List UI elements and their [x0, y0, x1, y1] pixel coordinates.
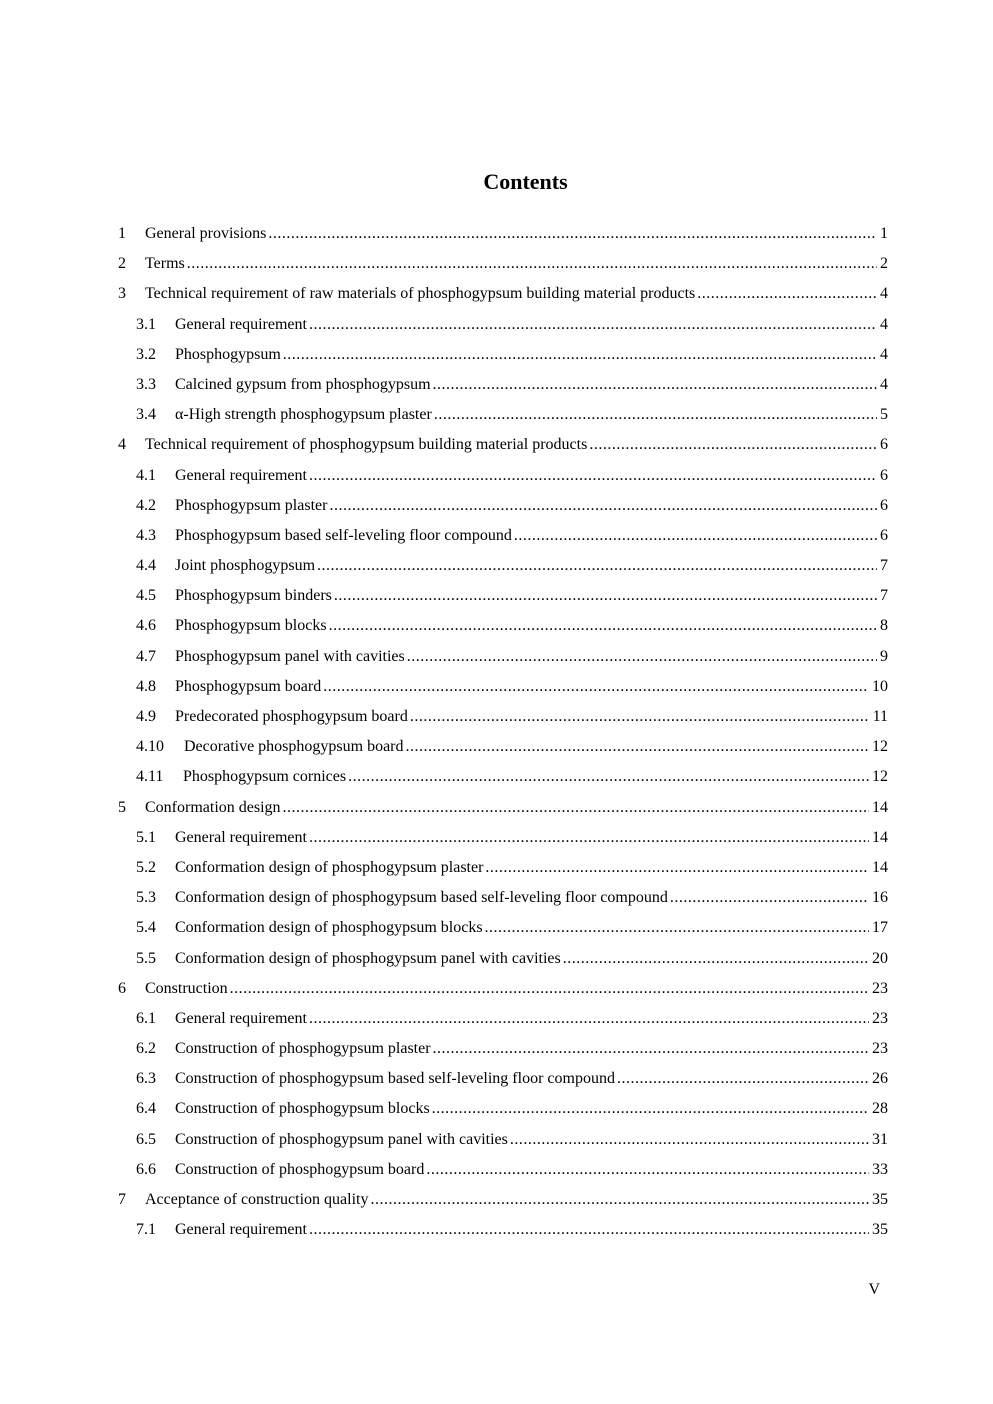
toc-dot-leader	[329, 611, 877, 641]
toc-dot-leader	[433, 1034, 869, 1064]
toc-entry-page: 23	[872, 1040, 888, 1058]
toc-entry-number: 7.1	[136, 1221, 156, 1239]
toc-entry-line	[145, 793, 888, 823]
toc-entry-line	[175, 551, 888, 581]
page-number: V	[868, 1281, 880, 1298]
toc-dot-leader	[309, 461, 877, 491]
toc-entry-line	[175, 1004, 888, 1034]
toc-entry-page: 26	[872, 1070, 888, 1088]
toc-dot-leader	[309, 1004, 869, 1034]
toc-entry[interactable]	[0, 823, 993, 853]
toc-entry-page: 6	[880, 496, 888, 514]
toc-entry[interactable]	[0, 279, 993, 309]
toc-entry-line	[175, 340, 888, 370]
toc-entry-number: 5.4	[136, 919, 156, 937]
toc-entry[interactable]	[0, 310, 993, 340]
toc-entry-title: Phosphogypsum board	[175, 677, 322, 695]
toc-entry-line	[175, 1034, 888, 1064]
toc-entry-title: Construction of phosphogypsum plaster	[175, 1040, 431, 1058]
toc-entry-page: 31	[872, 1130, 888, 1148]
toc-entry[interactable]	[0, 853, 993, 883]
toc-entry-page: 1	[880, 225, 888, 242]
toc-entry-number: 4.9	[136, 708, 156, 725]
toc-dot-leader	[485, 853, 869, 883]
toc-entry-title: Construction of phosphogypsum blocks	[175, 1100, 430, 1118]
toc-entry-title: Phosphogypsum	[175, 345, 281, 363]
toc-entry[interactable]	[0, 249, 993, 279]
toc-entry-page: 28	[872, 1100, 888, 1118]
toc-entry-page: 6	[880, 436, 888, 454]
toc-entry-line	[175, 461, 888, 491]
toc-entry-page: 11	[872, 708, 888, 725]
toc-dot-leader	[329, 491, 877, 521]
toc-dot-leader	[432, 1094, 869, 1124]
toc-entry-page: 17	[872, 919, 888, 937]
toc-entry-page: 7	[880, 587, 888, 605]
toc-entry[interactable]	[0, 340, 993, 370]
toc-dot-leader	[670, 883, 869, 913]
toc-entry-line	[145, 249, 888, 279]
toc-dot-leader	[323, 672, 869, 702]
toc-entry-page: 8	[880, 617, 888, 635]
toc-entry[interactable]	[0, 370, 993, 400]
toc-entry-page: 14	[872, 798, 888, 816]
toc-entry-number: 6.3	[136, 1070, 156, 1088]
toc-dot-leader	[187, 249, 877, 279]
toc-entry-line	[145, 430, 888, 460]
toc-entry[interactable]	[0, 1064, 993, 1094]
toc-entry-number: 6	[118, 979, 126, 997]
toc-dot-leader	[563, 944, 869, 974]
toc-entry-number: 4.5	[136, 587, 156, 605]
toc-entry-page: 23	[872, 1009, 888, 1027]
toc-entry-title: Conformation design of phosphogypsum panel with cavities	[175, 949, 561, 967]
toc-dot-leader	[317, 551, 877, 581]
toc-dot-leader	[309, 1215, 869, 1245]
toc-entry-number: 3.4	[136, 406, 156, 424]
toc-entry-line	[175, 491, 888, 521]
toc-entry-title: Predecorated phosphogypsum board	[175, 708, 408, 725]
toc-entry-title: Phosphogypsum blocks	[175, 617, 327, 635]
toc-entry-line	[175, 370, 888, 400]
toc-dot-leader	[433, 370, 877, 400]
toc-entry-title: Phosphogypsum panel with cavities	[175, 647, 405, 665]
toc-entry[interactable]	[0, 702, 993, 732]
toc-entry-line	[184, 732, 888, 762]
toc-dot-leader	[617, 1064, 869, 1094]
toc-entry-page: 4	[880, 345, 888, 363]
toc-entry-title: Technical requirement of phosphogypsum building material products	[145, 436, 588, 454]
toc-entry-number: 4.10	[136, 738, 164, 756]
contents-title: Contents	[483, 169, 568, 194]
toc-entry-number: 4.6	[136, 617, 156, 635]
toc-entry-page: 35	[872, 1191, 888, 1208]
toc-entry-number: 4.8	[136, 677, 156, 695]
toc-dot-leader	[514, 521, 877, 551]
toc-entry-title: Phosphogypsum plaster	[175, 496, 328, 514]
toc-dot-leader	[370, 1185, 869, 1215]
toc-entry[interactable]	[0, 974, 993, 1004]
toc-entry-number: 4.7	[136, 647, 156, 665]
toc-entry-number: 3.2	[136, 345, 156, 363]
toc-entry-title: Conformation design	[145, 798, 281, 816]
toc-entry-number: 4.1	[136, 466, 156, 484]
toc-entry-page: 23	[872, 979, 888, 997]
toc-entry-title: Construction of phosphogypsum panel with cavities	[175, 1130, 508, 1148]
toc-entry-number: 7	[118, 1191, 126, 1208]
toc-entry[interactable]	[0, 944, 993, 974]
toc-entry-title: General requirement	[175, 466, 307, 484]
toc-entry-line	[175, 581, 888, 611]
toc-entry-title: Conformation design of phosphogypsum blocks	[175, 919, 483, 937]
toc-entry-title: Construction of phosphogypsum board	[175, 1160, 425, 1178]
toc-entry-number: 5.1	[136, 828, 156, 846]
toc-entry-line	[175, 1064, 888, 1094]
toc-entry[interactable]	[0, 1215, 993, 1245]
toc-entry-title: α-High strength phosphogypsum plaster	[175, 406, 432, 424]
toc-entry-page: 6	[880, 466, 888, 484]
toc-entry-number: 3	[118, 285, 126, 303]
toc-dot-leader	[348, 762, 869, 792]
toc-entry[interactable]	[0, 642, 993, 672]
toc-entry-line	[175, 1094, 888, 1124]
toc-entry[interactable]	[0, 400, 993, 430]
toc-entry-page: 4	[880, 315, 888, 333]
toc-entry-page: 2	[880, 255, 888, 273]
toc-dot-leader	[334, 581, 877, 611]
toc-entry-title: Phosphogypsum based self-leveling floor compound	[175, 526, 512, 544]
toc-entry-page: 10	[872, 677, 888, 695]
toc-entry-line	[175, 853, 888, 883]
toc-entry-page: 6	[880, 526, 888, 544]
toc-entry[interactable]	[0, 762, 993, 792]
toc-dot-leader	[309, 823, 869, 853]
toc-entry[interactable]	[0, 461, 993, 491]
toc-entry-page: 33	[872, 1160, 888, 1178]
toc-entry-line	[175, 611, 888, 641]
toc-entry-title: Construction of phosphogypsum based self-leveling floor compound	[175, 1070, 615, 1088]
toc-entry[interactable]	[0, 219, 993, 249]
toc-dot-leader	[697, 279, 877, 309]
toc-entry[interactable]	[0, 491, 993, 521]
toc-entry-title: Calcined gypsum from phosphogypsum	[175, 375, 431, 393]
toc-dot-leader	[434, 400, 877, 430]
toc-entry[interactable]	[0, 913, 993, 943]
toc-entry[interactable]	[0, 1185, 993, 1215]
toc-entry-title: Technical requirement of raw materials of phosphogypsum building material products	[145, 285, 696, 303]
toc-entry-title: Acceptance of construction quality	[145, 1191, 369, 1208]
toc-entry-title: Phosphogypsum cornices	[183, 768, 347, 786]
toc-entry-number: 4.2	[136, 496, 156, 514]
toc-entry-line	[175, 1125, 888, 1155]
toc-entry-line	[175, 521, 888, 551]
toc-entry-title: Phosphogypsum binders	[175, 587, 332, 605]
toc-entry-title: General requirement	[175, 828, 307, 846]
toc-entry-number: 5.2	[136, 858, 156, 876]
toc-entry-number: 3.3	[136, 375, 156, 393]
toc-entry-number: 6.6	[136, 1160, 156, 1178]
toc-entry-number: 5.5	[136, 949, 156, 967]
toc-entry-number: 1	[118, 225, 126, 242]
toc-entry-title: Terms	[145, 255, 185, 273]
toc-entry-page: 4	[880, 285, 888, 303]
toc-entry-line	[145, 279, 888, 309]
toc-entry-title: General provisions	[145, 225, 267, 242]
toc-entry-number: 5	[118, 798, 126, 816]
toc-entry-title: General requirement	[175, 315, 307, 333]
toc-dot-leader	[283, 793, 869, 823]
toc-entry-line	[175, 883, 888, 913]
toc-entry-page: 14	[872, 828, 888, 846]
toc-entry-line	[183, 762, 888, 792]
toc-dot-leader	[485, 913, 869, 943]
toc-entry-page: 4	[880, 375, 888, 393]
toc-dot-leader	[230, 974, 869, 1004]
toc-dot-leader	[406, 732, 869, 762]
toc-entry[interactable]	[0, 581, 993, 611]
toc-entry-line	[175, 1215, 888, 1245]
toc-entry-line	[175, 702, 888, 732]
toc-entry-page: 7	[880, 557, 888, 575]
toc-entry-page: 35	[872, 1221, 888, 1239]
toc-entry[interactable]	[0, 793, 993, 823]
toc-entry-number: 4.11	[136, 768, 164, 786]
toc-entry[interactable]	[0, 551, 993, 581]
toc-entry-number: 6.2	[136, 1040, 156, 1058]
toc-entry[interactable]	[0, 732, 993, 762]
toc-entry-page: 14	[872, 858, 888, 876]
toc-entry-line	[145, 1185, 888, 1215]
toc-entry-number: 2	[118, 255, 126, 273]
toc-entry[interactable]	[0, 1094, 993, 1124]
toc-entry-line	[175, 672, 888, 702]
toc-entry-title: Conformation design of phosphogypsum plaster	[175, 858, 484, 876]
toc-entry-number: 4.3	[136, 526, 156, 544]
toc-entry-number: 6.1	[136, 1009, 156, 1027]
toc-entry-number: 4.4	[136, 557, 156, 575]
toc-entry-line	[175, 400, 888, 430]
toc-entry-title: Conformation design of phosphogypsum based self-leveling floor compound	[175, 889, 668, 907]
toc-dot-leader	[268, 219, 877, 249]
toc-entry-number: 6.4	[136, 1100, 156, 1118]
toc-entry-page: 20	[872, 949, 888, 967]
toc-entry-title: General requirement	[175, 1221, 307, 1239]
toc-entry[interactable]	[0, 521, 993, 551]
toc-entry[interactable]	[0, 1125, 993, 1155]
toc-entry-line	[145, 219, 888, 249]
toc-dot-leader	[589, 430, 877, 460]
toc-entry-line	[145, 974, 888, 1004]
toc-entry-page: 12	[872, 768, 888, 786]
toc-dot-leader	[283, 340, 877, 370]
toc-entry-line	[175, 642, 888, 672]
toc-entry[interactable]	[0, 1004, 993, 1034]
toc-entry-line	[175, 944, 888, 974]
toc-entry-line	[175, 310, 888, 340]
toc-entry[interactable]	[0, 611, 993, 641]
toc-entry-page: 12	[872, 738, 888, 756]
toc-entry[interactable]	[0, 1155, 993, 1185]
toc-entry-line	[175, 913, 888, 943]
toc-entry[interactable]	[0, 672, 993, 702]
toc-dot-leader	[510, 1125, 869, 1155]
toc-entry-page: 9	[880, 647, 888, 665]
toc-entry[interactable]	[0, 883, 993, 913]
toc-entry-line	[175, 823, 888, 853]
toc-entry[interactable]	[0, 430, 993, 460]
toc-entry-title: Joint phosphogypsum	[175, 557, 316, 575]
toc-dot-leader	[309, 310, 877, 340]
toc-entry-page: 16	[872, 889, 888, 907]
toc-dot-leader	[407, 642, 877, 672]
toc-dot-leader	[410, 702, 870, 732]
toc-entry-number: 4	[118, 436, 126, 454]
toc-dot-leader	[426, 1155, 869, 1185]
toc-entry-line	[175, 1155, 888, 1185]
toc-entry-title: Decorative phosphogypsum board	[184, 738, 404, 756]
toc-entry-number: 6.5	[136, 1130, 156, 1148]
toc-entry-page: 5	[880, 406, 888, 424]
toc-entry-number: 3.1	[136, 315, 156, 333]
toc-entry-title: Construction	[145, 979, 228, 997]
toc-entry-number: 5.3	[136, 889, 156, 907]
table-of-contents	[0, 219, 993, 1245]
toc-entry-title: General requirement	[175, 1009, 307, 1027]
toc-entry[interactable]	[0, 1034, 993, 1064]
